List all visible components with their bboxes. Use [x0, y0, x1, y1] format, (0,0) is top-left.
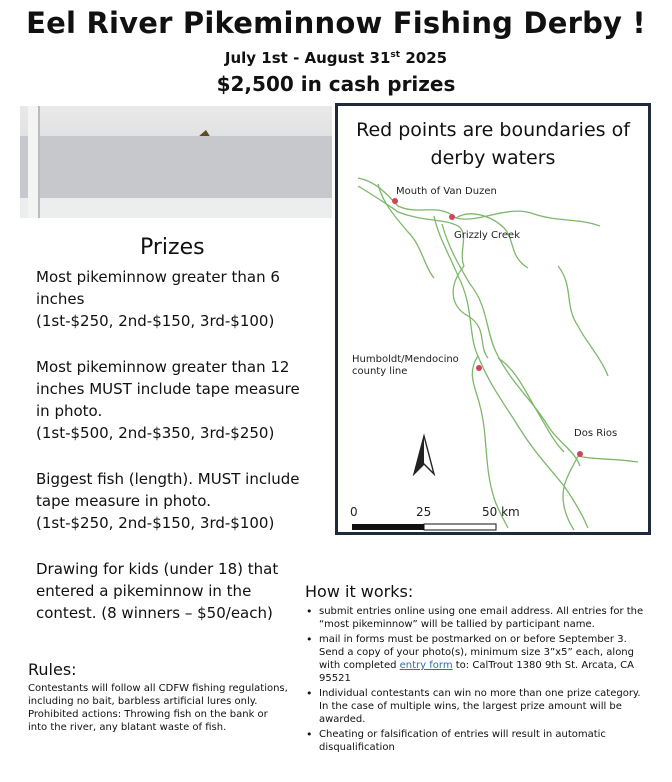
- prize-line: Biggest fish (length). MUST include: [36, 470, 300, 488]
- map-label-grizzly-creek: Grizzly Creek: [454, 230, 520, 241]
- photo-background-rail: [20, 136, 332, 206]
- rules-paragraph: Prohibited actions: Throwing fish on the bank or into the river, any blatant waste of fish.: [28, 709, 268, 733]
- boundary-point-dos-rios: [577, 451, 583, 457]
- dates-year: 2025: [400, 49, 448, 67]
- rules-heading: Rules:: [28, 660, 77, 679]
- mail-address-text: to: CalTrout 1380 9th St. Arcata, CA 95521: [319, 660, 634, 684]
- boundary-point-grizzly-creek: [449, 214, 455, 220]
- map-caption: Red points are boundaries of derby waters: [356, 119, 630, 169]
- map-river-lines: [338, 106, 648, 532]
- prize-line: Most pikeminnow greater than 6: [36, 268, 280, 286]
- entry-form-link[interactable]: entry form: [399, 660, 453, 671]
- prize-line: (1st-$250, 2nd-$150, 3rd-$100): [36, 312, 275, 330]
- prize-line: entered a pikeminnow in the: [36, 582, 252, 600]
- page-title: Eel River Pikeminnow Fishing Derby !: [26, 6, 646, 40]
- derby-dates: [0, 49, 672, 67]
- map-label-county-line-2: county line: [352, 366, 408, 377]
- how-it-works-heading: How it works:: [305, 582, 414, 601]
- north-arrow-icon: [414, 436, 434, 474]
- boundary-point-van-duzen: [392, 198, 398, 204]
- dates-prefix: July 1st - August 31: [224, 49, 391, 67]
- prize-item-kids-drawing: [36, 558, 326, 624]
- list-item: • Individual contestants can win no more than one prize category. In the case of multiple wins, the largest prize amount will be awarded.: [303, 687, 651, 726]
- list-item: • Cheating or falsification of entries will result in automatic disqualification: [303, 728, 651, 754]
- prize-item-12-inch: [36, 356, 326, 444]
- prize-line: Most pikeminnow greater than 12: [36, 358, 290, 376]
- dates-ordinal: st: [390, 50, 401, 60]
- scale-label-25: 25: [416, 505, 432, 519]
- pikeminnow-photo: [20, 106, 332, 218]
- boundary-point-county-line: [476, 365, 482, 371]
- prize-line: inches MUST include tape measure: [36, 380, 300, 398]
- prize-line: in photo.: [36, 402, 103, 420]
- list-item: [303, 633, 651, 685]
- prize-line: Drawing for kids (under 18) that: [36, 560, 279, 578]
- derby-waters-map: [335, 103, 651, 535]
- list-item: • submit entries online using one email address. All entries for the “most pikeminnow” will be tallied by participant name.: [303, 605, 651, 631]
- prize-line: (1st-$500, 2nd-$350, 3rd-$250): [36, 424, 275, 442]
- photo-background-post: [28, 106, 40, 218]
- prize-line: inches: [36, 290, 85, 308]
- map-label-county-line-1: Humboldt/Mendocino: [352, 354, 459, 365]
- prize-item-6-inch: [36, 266, 326, 332]
- prize-line: contest. (8 winners – $50/each): [36, 604, 273, 622]
- rules-paragraph: Contestants will follow all CDFW fishing regulations, including no bait, barbless artificial lures only.: [28, 683, 288, 707]
- scale-label-50km: 50 km: [482, 505, 520, 519]
- photo-background-ledge: [20, 198, 332, 218]
- prize-item-biggest-fish: [36, 468, 326, 534]
- prize-line: (1st-$250, 2nd-$150, 3rd-$100): [36, 514, 275, 532]
- scale-bar: [352, 524, 496, 530]
- mail-in-text: mail in forms must be postmarked on or before September 3. Send a copy of your photo(s), minimum size 3”x5” each, along with completed: [319, 634, 634, 671]
- cash-prizes-subtitle: $2,500 in cash prizes: [216, 72, 456, 96]
- rules-text: [28, 682, 290, 734]
- scale-label-0: 0: [350, 505, 358, 519]
- how-it-works-list: [303, 605, 651, 756]
- map-label-van-duzen: Mouth of Van Duzen: [396, 186, 497, 197]
- prizes-heading: Prizes: [140, 235, 205, 260]
- map-label-dos-rios: Dos Rios: [574, 428, 618, 439]
- prize-line: tape measure in photo.: [36, 492, 211, 510]
